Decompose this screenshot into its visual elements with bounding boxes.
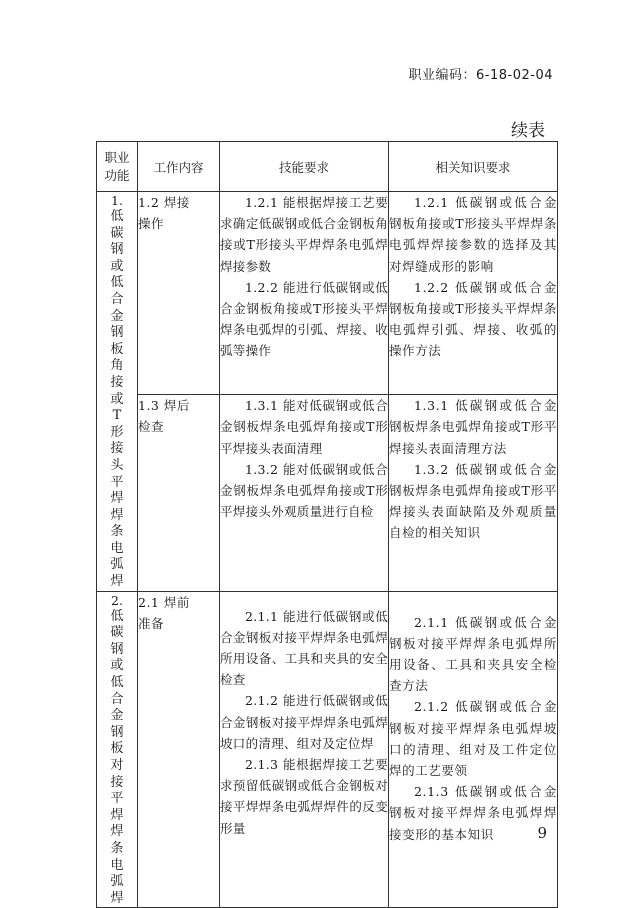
skill-item: 1.2.2 能进行低碳钢或低合金钢板角接或T形接头平焊焊条电弧焊的引弧、焊接、收弧等操作 — [220, 279, 388, 359]
header-function — [97, 142, 138, 192]
continued-label: 续表 — [511, 121, 545, 141]
skill-item: 2.1.2 能进行低碳钢或低合金钢板对接平焊焊条电弧焊坡口的清理、组对及定位焊 — [220, 693, 388, 751]
knowledge-item: 1.3.2 低碳钢或低合金钢板焊条电弧焊角接或T形平焊接头表面缺陷及外观质量自检的相关知识 — [389, 461, 557, 541]
skill-item: 1.3.2 能对低碳钢或低合金钢板焊条电弧焊角接或T形平焊接头外观质量进行自检 — [220, 461, 388, 520]
knowledge-item: 2.1.3 低碳钢或低合金钢板对接平焊焊条电弧焊焊接变形的基本知识 — [389, 784, 557, 842]
function-name: 低碳钢或低合金钢板角接或T形接头平焊焊条电弧焊 — [110, 209, 124, 590]
skill-cell — [220, 395, 389, 591]
knowledge-item: 1.2.1 低碳钢或低合金钢板角接或T形接头平焊焊条电弧焊焊接参数的选择及其对焊缝成形的影响 — [389, 195, 557, 274]
table-header-row — [97, 142, 558, 192]
function-number: 2. — [111, 592, 123, 608]
work-content-cell — [138, 591, 220, 908]
header-work-content: 工作内容 — [138, 142, 220, 192]
knowledge-item: 1.2.2 低碳钢或低合金钢板角接或T形接头平焊焊条电弧焊引弧、焊接、收弧的操作方法 — [389, 279, 557, 359]
work-content-label: 2.1 焊前 准备 — [138, 594, 190, 631]
knowledge-cell — [389, 395, 558, 591]
function-cell-2 — [97, 591, 138, 908]
work-content-cell — [138, 395, 220, 591]
function-name: 低碳钢或低合金钢板对接平焊焊条电弧焊 — [110, 608, 124, 906]
knowledge-cell — [389, 591, 558, 908]
header-knowledge-requirements: 相关知识要求 — [389, 142, 558, 192]
header-skill-requirements: 技能要求 — [220, 142, 389, 192]
header-function-line-2: 功能 — [104, 167, 130, 183]
function-cell-1 — [97, 192, 138, 592]
knowledge-item: 2.1.1 低碳钢或低合金钢板对接平焊焊条电弧焊所用设备、工具和夹具安全检查方法 — [389, 614, 557, 694]
knowledge-item: 2.1.2 低碳钢或低合金钢板对接平焊焊条电弧焊坡口的清理、组对及工件定位焊的工艺要领 — [389, 699, 557, 779]
skill-cell — [220, 192, 389, 395]
work-content-label: 1.2 焊接 操作 — [138, 195, 190, 231]
table-row — [97, 395, 558, 591]
table-row — [97, 591, 558, 908]
skill-item: 1.3.1 能对低碳钢或低合金钢板焊条电弧焊角接或T形平焊接头表面清理 — [220, 398, 388, 456]
page-number: 9 — [537, 824, 547, 842]
occupation-standard-table — [96, 141, 558, 908]
work-content-label: 1.3 焊后 检查 — [138, 398, 190, 435]
skill-item: 2.1.3 能根据焊接工艺要求预留低碳钢或低合金钢板对接平焊焊条电弧焊焊件的反变形量 — [220, 757, 388, 836]
knowledge-item: 1.3.1 低碳钢或低合金钢板焊条电弧焊角接或T形平焊接头表面清理方法 — [389, 398, 557, 456]
knowledge-cell — [389, 192, 558, 395]
skill-item: 2.1.1 能进行低碳钢或低合金钢板对接平焊焊条电弧焊所用设备、工具和夹具的安全检查 — [220, 608, 388, 688]
table-row — [97, 192, 558, 395]
occupation-code: 职业编码：6-18-02-04 — [408, 68, 553, 83]
function-number: 1. — [111, 193, 123, 208]
skill-cell — [220, 591, 389, 908]
skill-item: 1.2.1 能根据焊接工艺要求确定低碳钢或低合金钢板角接或T形接头平焊焊条电弧焊焊接参数 — [220, 195, 388, 274]
header-function-line-1: 职业 — [104, 149, 130, 165]
work-content-cell — [138, 192, 220, 395]
